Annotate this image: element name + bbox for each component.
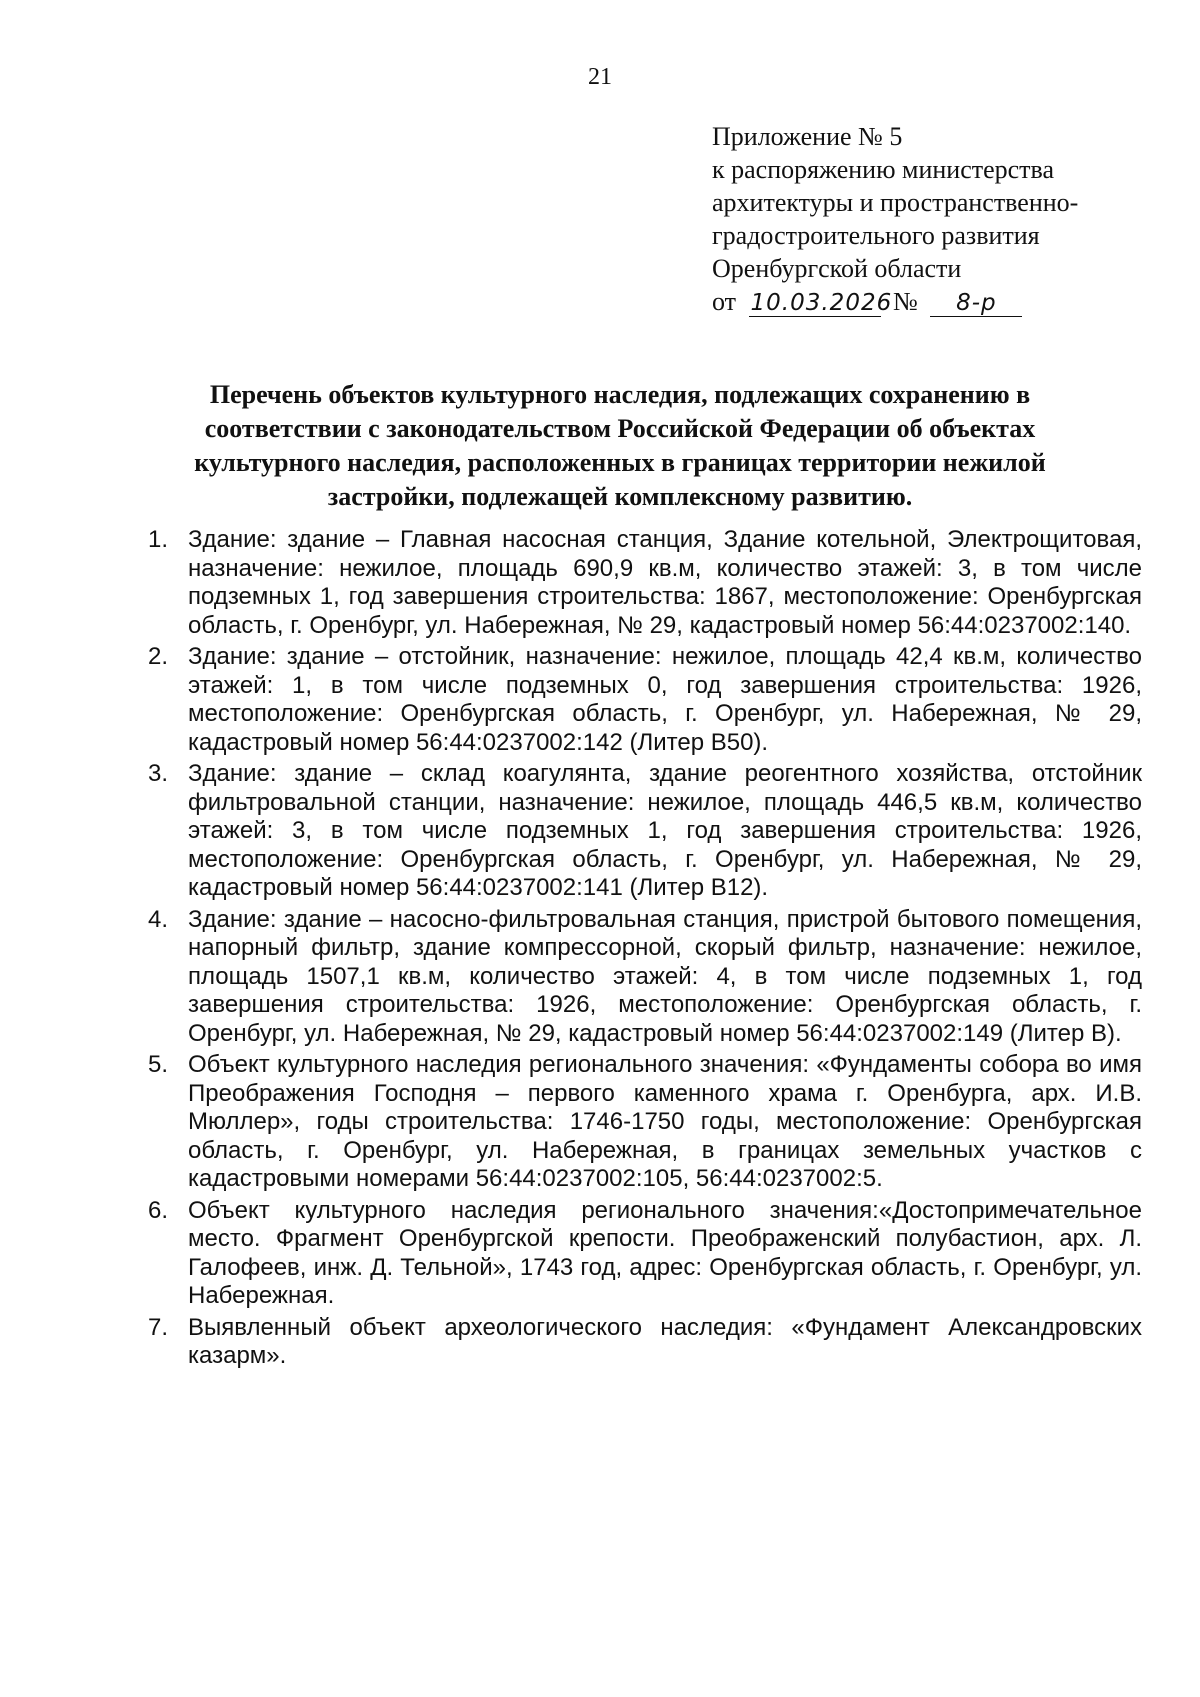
page-number: 21: [588, 64, 612, 90]
list-item: [140, 526, 1142, 640]
list-item: [140, 643, 1142, 757]
list-item-text: Выявленный объект археологического наследия: «Фундамент Александровских казарм».: [188, 1313, 1142, 1369]
list-item-number: 3.: [148, 760, 169, 787]
list-item-text: Объект культурного наследия регионального значения: «Фундаменты собора во имя Преображения Господня – первого каменного храма г. Оренбурга, арх. И.В. Мюллер», годы строительства: 1746-1750 годы, местоположение: Оренбургская область, г. Оренбург, ул. Набережная, в границах земельных участков с кадастровыми номерами 56:44:0237002:105, 56:44:0237002:5.: [188, 1051, 1142, 1192]
list-item-text: Здание: здание – Главная насосная станция, Здание котельной, Электрощитовая, назначение: нежилое, площадь 690,9 кв.м, количество этажей: 3, в том числе подземных 1, год завершения строительства: 1867, местоположение: Оренбургская область, г. Оренбург, ул. Набережная, № 29, кадастровый номер 56:44:0237002:140.: [188, 526, 1142, 639]
handwritten-date: 10.03.2026: [750, 290, 893, 316]
list-item-text: Здание: здание – склад коагулянта, здание реогентного хозяйства, отстойник фильтровальной станции, назначение: нежилое, площадь 446,5 кв.м, количество этажей: 3, в том числе подземных 1, год завершения строительства: 1926, местоположение: Оренбургская область, г. Оренбург, ул. Набережная, № 29, кадастровый номер 56:44:0237002:141 (Литер В12).: [188, 760, 1142, 901]
list-item-number: 2.: [148, 643, 169, 670]
list-item-number: 7.: [148, 1313, 169, 1341]
list-item-text: Здание: здание – насосно-фильтровальная станция, пристрой бытового помещения, напорный фильтр, здание компрессорной, скорый фильтр, назначение: нежилое, площадь 1507,1 кв.м, количество этажей: 4, в том числе подземных 1, год завершения строительства: 1926, местоположение: Оренбургская область, г. Оренбург, ул. Набережная, № 29, кадастровый номер 56:44:0237002:149 (Литер В).: [188, 905, 1142, 1047]
heritage-objects-list: [140, 526, 1142, 1374]
list-item-number: 5.: [148, 1051, 169, 1078]
appendix-line-2: к распоряжению министерства: [712, 155, 1055, 184]
list-item-number: 4.: [148, 905, 169, 933]
list-item-number: 1.: [148, 526, 169, 553]
handwritten-number: 8-р: [930, 290, 1022, 317]
list-item: [140, 1051, 1142, 1194]
list-item-text: Объект культурного наследия регионального значения:«Достопримечательное место. Фрагмент Оренбургской крепости. Преображенский полубастион, арх. Л. Галофеев, инж. Д. Тельной», 1743 год, адрес: Оренбургская область, г. Оренбург, ул. Набережная.: [188, 1196, 1142, 1309]
appendix-line-3: архитектуры и пространственно-: [712, 188, 1079, 217]
appendix-line-4: градостроительного развития: [712, 221, 1040, 250]
appendix-line-1: Приложение № 5: [712, 122, 903, 151]
list-item-number: 6.: [148, 1196, 169, 1224]
list-item: [140, 906, 1142, 1049]
from-label: от: [712, 287, 737, 316]
list-item-text: Здание: здание – отстойник, назначение: нежилое, площадь 42,4 кв.м, количество этажей: 1, в том числе подземных 0, год завершения строительства: 1926, местоположение: Оренбургская область, г. Оренбург, ул. Набережная, № 29, кадастровый номер 56:44:0237002:142 (Литер В50).: [188, 643, 1142, 756]
list-item: [140, 1314, 1142, 1371]
list-item: [140, 1197, 1142, 1311]
number-label: №: [893, 287, 918, 316]
appendix-date-line: [712, 285, 1078, 321]
list-item: [140, 760, 1142, 903]
appendix-line-5: Оренбургской области: [712, 254, 962, 283]
appendix-header: [712, 120, 1078, 321]
document-title: Перечень объектов культурного наследия, подлежащих сохранению в соответствии с законодательством Российской Федерации об объектах культурного наследия, расположенных в границах территории нежилой застройки, подлежащей комплексному развитию.: [194, 380, 1046, 511]
